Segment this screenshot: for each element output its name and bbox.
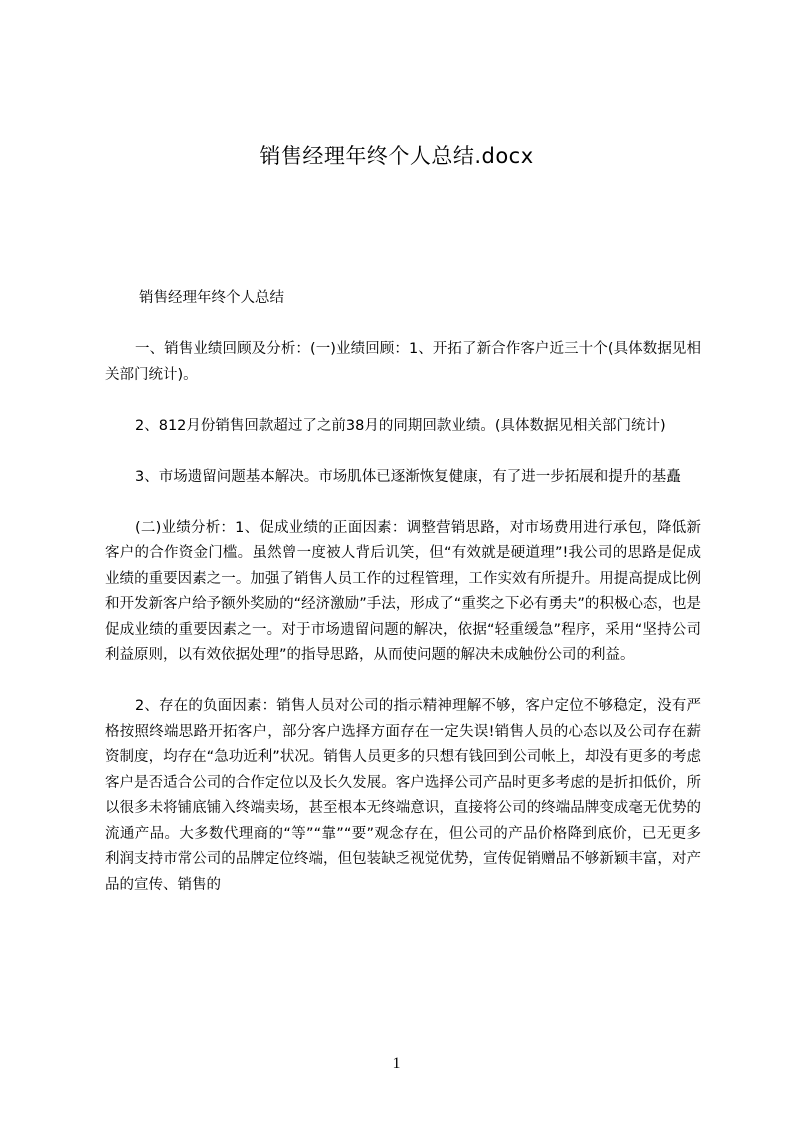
document-heading: 销售经理年终个人总结 — [139, 290, 284, 306]
page-number: 1 — [392, 1055, 401, 1072]
paragraph-negative-factors: 2、存在的负面因素：销售人员对公司的指示精神理解不够，客户定位不够稳定，没有严格按照终端思路开拓客户，部分客户选择方面存在一定失误!销售人员的心态以及公司存在薪资制度，均存在“急功近利”状况。销售人员更多的只想有钱回到公司帐上，却没有更多的考虑客户是否适合公司的合作定位以及长久发展。客户选择公司产品时更多考虑的是折扣低价，所以很多未将铺底铺入终端卖场，甚至根本无终端意识，直接将公司的终端品牌变成毫无优势的流通产品。大多数代理商的“等”“靠”“要”观念存在，但公司的产品价格降到底价，已无更多利润支持市常公司的品牌定位终端，但包装缺乏视觉优势，宣传促销赠品不够新颖丰富，对产品的宣传、销售的 — [105, 698, 701, 893]
paragraph-sales-review: 一、销售业绩回顾及分析：(一)业绩回顾：1、开拓了新合作客户近三十个(具体数据见相关部门统计)。 — [105, 341, 701, 383]
paragraph-positive-factors: (二)业绩分析：1、促成业绩的正面因素：调整营销思路，对市场费用进行承包，降低新客户的合作资金门槛。虽然曾一度被人背后讥笑，但“有效就是硬道理”!我公司的思路是促成业绩的重要因素之一。加强了销售人员工作的过程管理，工作实效有所提升。用提高提成比例和开发新客户给予额外奖励的“经济激励”手法，形成了“重奖之下必有勇夫”的积极心态，也是促成业绩的重要因素之一。对于市场遗留问题的解决，依据“轻重缓急”程序，采用“坚持公司利益原则，以有效依据处理”的指导思路，从而使问题的解决未成触份公司的利益。 — [105, 519, 701, 663]
document-title: 销售经理年终个人总结.docx — [259, 144, 534, 168]
paragraph-payment-collection: 2、812月份销售回款超过了之前38月的同期回款业绩。(具体数据见相关部门统计) — [135, 417, 666, 434]
document-body — [105, 286, 701, 924]
paragraph-legacy-issues: 3、市场遗留问题基本解决。市场肌体已逐渐恢复健康，有了进一步拓展和提升的基矗 — [135, 468, 681, 485]
